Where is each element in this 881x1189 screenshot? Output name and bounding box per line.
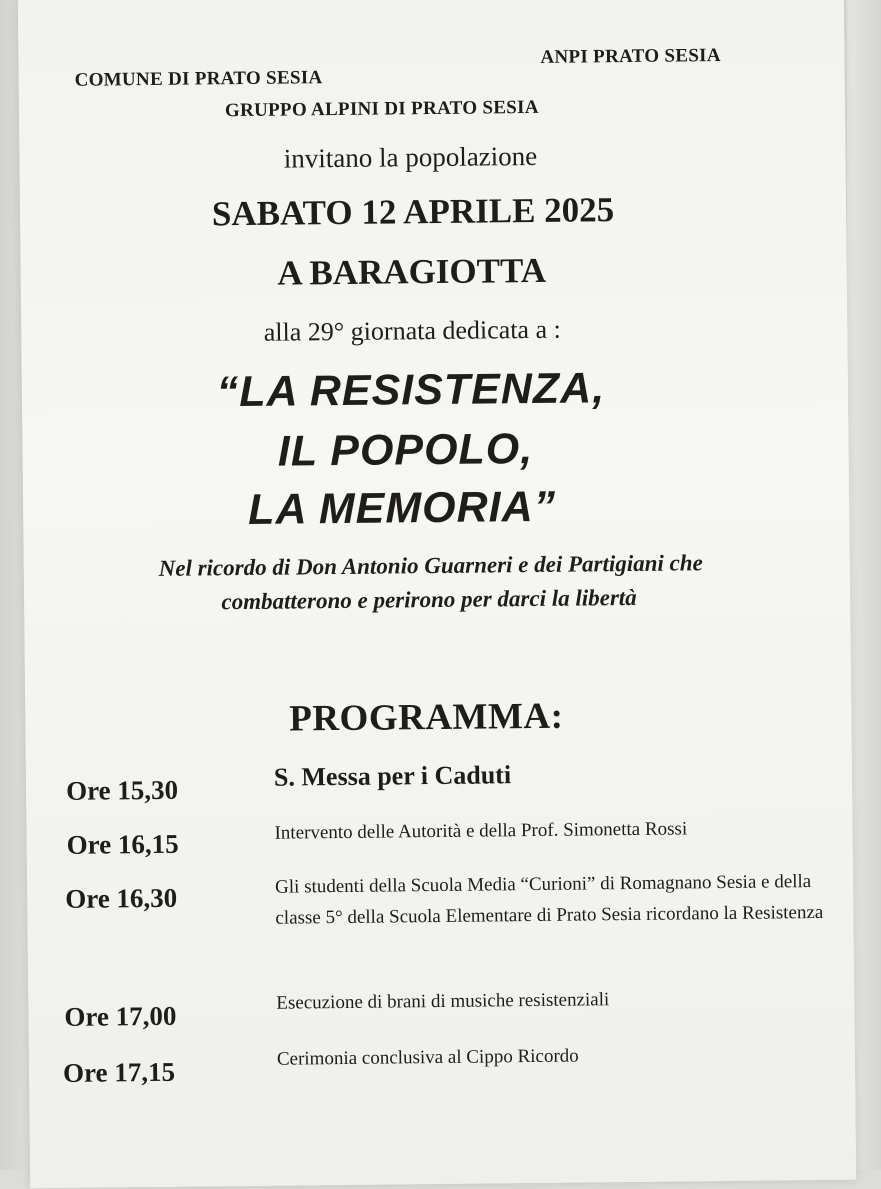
programma-event: Gli studenti della Scuola Media “Curioni” di Romagnano Sesia e della classe 5° della Scuola Elementare di Prato Sesia ricordano la Resistenza	[275, 871, 824, 929]
invite-intro: invitano la popolazione	[283, 140, 538, 174]
slogan-line-1: “LA RESISTENZA,	[216, 364, 606, 417]
programma-title: PROGRAMMA:	[289, 695, 564, 740]
slogan-line-2: IL POPOLO,	[277, 424, 534, 476]
org-comune: COMUNE DI PRATO SESIA	[74, 67, 323, 91]
dedication-line: alla 29° giornata dedicata a :	[263, 314, 561, 347]
memory-line-1: Nel ricordo di Don Antonio Guarneri e dei Partigiani che	[158, 550, 703, 581]
memory-line-2: combatterono e perirono per darci la libertà	[221, 584, 637, 615]
programma-time: Ore 16,30	[65, 882, 178, 914]
programma-time: Ore 16,15	[66, 828, 179, 860]
event-date: SABATO 12 APRILE 2025	[211, 190, 615, 234]
org-anpi: ANPI PRATO SESIA	[540, 44, 721, 68]
programma-event: Esecuzione di brani di musiche resistenziali	[276, 989, 610, 1014]
programma-event: Cerimonia conclusiva al Cippo Ricordo	[276, 1045, 579, 1070]
programma-event: Intervento delle Autorità e della Prof. Simonetta Rossi	[274, 818, 688, 844]
event-place: A BARAGIOTTA	[277, 250, 547, 293]
programma-event: S. Messa per i Caduti	[273, 760, 512, 792]
programma-time: Ore 15,30	[65, 774, 179, 806]
poster-sheet	[18, 0, 856, 1188]
slogan-line-3: LA MEMORIA”	[247, 482, 557, 534]
programma-time: Ore 17,00	[64, 1000, 177, 1032]
programma-time: Ore 17,15	[62, 1056, 176, 1088]
org-alpini: GRUPPO ALPINI DI PRATO SESIA	[224, 96, 539, 122]
